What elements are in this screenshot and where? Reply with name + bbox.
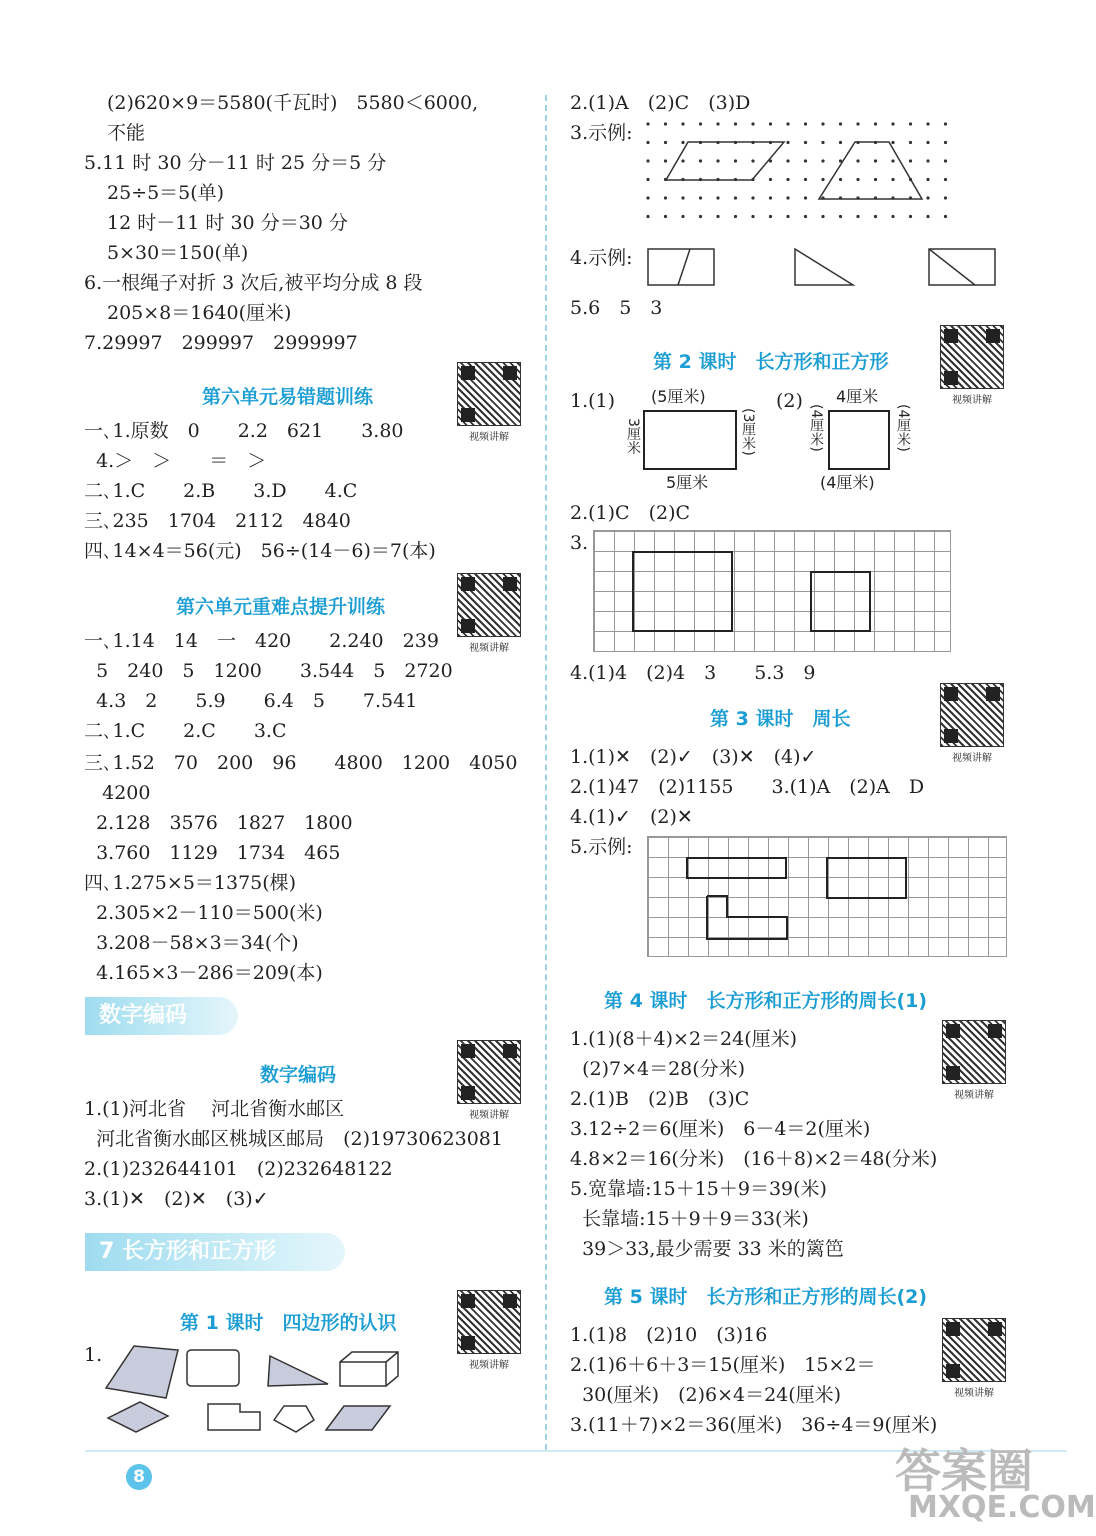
grid-dot bbox=[926, 122, 929, 125]
divided-rectangles-figure bbox=[645, 246, 1000, 288]
qr-caption: 视频讲解 bbox=[954, 1388, 994, 1399]
grid-dot bbox=[751, 196, 754, 199]
qr-code[interactable] bbox=[457, 1290, 521, 1371]
grid-dot bbox=[699, 196, 702, 199]
grid-dot bbox=[699, 122, 702, 125]
grid-dot bbox=[751, 122, 754, 125]
grid-dot bbox=[874, 159, 877, 162]
text-line: (2)620×9＝5580(千瓦时) 5580＜6000, bbox=[107, 92, 479, 114]
grid-dot bbox=[769, 122, 772, 125]
grid-dot bbox=[734, 122, 737, 125]
grid-dot bbox=[944, 178, 947, 181]
dot-grid-trapezoids-figure bbox=[640, 122, 960, 232]
text-line: 三､235 1704 2112 4840 bbox=[84, 510, 351, 532]
text-line: 39＞33,最少需要 33 米的篱笆 bbox=[570, 1238, 844, 1260]
text-line: 2.(1)A (2)C (3)D bbox=[570, 92, 751, 114]
grid-dot bbox=[786, 159, 789, 162]
text-line: 1.(1)河北省 河北省衡水邮区 bbox=[84, 1098, 345, 1120]
grid-dot bbox=[699, 215, 702, 218]
grid-dot bbox=[769, 196, 772, 199]
text-line: 5.宽靠墙:15＋15＋9＝39(米) bbox=[570, 1178, 827, 1200]
qr-code[interactable] bbox=[942, 1020, 1006, 1101]
grid-dot bbox=[734, 215, 737, 218]
text-line: 2.(1)C (2)C bbox=[570, 502, 691, 524]
text-line: 三､1.52 70 200 96 4800 1200 4050 bbox=[84, 752, 518, 774]
rect-label: (3厘米) bbox=[740, 408, 756, 456]
grid-dot bbox=[891, 141, 894, 144]
grid-dot bbox=[646, 141, 649, 144]
text-line: 一､1.原数 0 2.2 621 3.80 bbox=[84, 420, 404, 442]
text-line: 4.165×3－286＝209(本) bbox=[84, 962, 323, 984]
text-line: 2.(1)B (2)B (3)C bbox=[570, 1088, 750, 1110]
qr-caption: 视频讲解 bbox=[469, 432, 509, 443]
rect-label: 4厘米 bbox=[836, 387, 879, 406]
watermark-logo: 答案圈 bbox=[895, 1444, 1033, 1498]
qr-icon bbox=[940, 325, 1004, 389]
section-title: 第 4 课时 长方形和正方形的周长(1) bbox=[604, 990, 928, 1012]
grid-dot bbox=[716, 196, 719, 199]
unit-banner: 数字编码 bbox=[85, 997, 238, 1035]
grid-dot bbox=[821, 141, 824, 144]
grid-dot bbox=[664, 122, 667, 125]
grid-dot bbox=[821, 122, 824, 125]
grid-dot bbox=[926, 196, 929, 199]
text-line: 2.(1)6＋6＋3＝15(厘米) 15×2＝ bbox=[570, 1354, 876, 1376]
grid-dot bbox=[664, 196, 667, 199]
text-line: 5.示例: bbox=[570, 836, 633, 858]
qr-icon bbox=[942, 1020, 1006, 1084]
column-divider bbox=[545, 95, 547, 1450]
unit-banner: 7 长方形和正方形 bbox=[85, 1233, 345, 1271]
rect-label: (4厘米) bbox=[895, 404, 911, 452]
grid-dot bbox=[909, 159, 912, 162]
square-grid-figure bbox=[593, 530, 951, 652]
rect-label: (5厘米) bbox=[651, 387, 706, 406]
grid-dot bbox=[681, 159, 684, 162]
grid-dot bbox=[839, 141, 842, 144]
rect-label: (4厘米) bbox=[820, 473, 875, 492]
grid-dot bbox=[786, 196, 789, 199]
qr-code[interactable] bbox=[457, 573, 521, 654]
text-line: 4.＞ ＞ ＝ ＞ bbox=[84, 450, 267, 472]
qr-icon bbox=[457, 1040, 521, 1104]
grid-dot bbox=[891, 122, 894, 125]
text-line: 4.8×2＝16(分米) (16＋8)×2＝48(分米) bbox=[570, 1148, 938, 1170]
qr-code[interactable] bbox=[457, 362, 521, 443]
grid-dot bbox=[804, 122, 807, 125]
section-title: 第 5 课时 长方形和正方形的周长(2) bbox=[604, 1286, 928, 1308]
text-line: 5 240 5 1200 3.544 5 2720 bbox=[84, 660, 453, 682]
square-figure bbox=[828, 410, 890, 470]
grid-dot bbox=[944, 159, 947, 162]
qr-code[interactable] bbox=[940, 325, 1004, 406]
text-line: 4.(1)✓ (2)✕ bbox=[570, 806, 693, 828]
text-line: 四､14×4＝56(元) 56÷(14－6)＝7(本) bbox=[84, 540, 436, 562]
text-line: 6.一根绳子对折 3 次后,被平均分成 8 段 bbox=[84, 272, 423, 294]
qr-code[interactable] bbox=[940, 683, 1004, 764]
text-line: 30(厘米) (2)6×4＝24(厘米) bbox=[570, 1384, 842, 1406]
grid-dot bbox=[646, 196, 649, 199]
text-line: 二､1.C 2.B 3.D 4.C bbox=[84, 480, 358, 502]
grid-dot bbox=[681, 196, 684, 199]
text-line: 25÷5＝5(单) bbox=[107, 182, 225, 204]
text-line: 3.(1)✕ (2)✕ (3)✓ bbox=[84, 1188, 269, 1210]
grid-dot bbox=[786, 141, 789, 144]
qr-code[interactable] bbox=[457, 1040, 521, 1121]
grid-rectangle bbox=[632, 551, 733, 632]
grid-dot bbox=[891, 215, 894, 218]
qr-caption: 视频讲解 bbox=[469, 643, 509, 654]
grid-dot bbox=[891, 159, 894, 162]
text-line: 1. bbox=[84, 1344, 103, 1366]
qr-icon bbox=[940, 683, 1004, 747]
grid-l-shape bbox=[706, 895, 790, 941]
text-line: (2) bbox=[776, 390, 803, 412]
text-line: 二､1.C 2.C 3.C bbox=[84, 720, 287, 742]
text-line: 3. bbox=[570, 532, 589, 554]
grid-dot bbox=[804, 159, 807, 162]
text-line: 4200 bbox=[84, 782, 151, 804]
section-title: 第 3 课时 周长 bbox=[710, 708, 851, 730]
rect-label: 3厘米 bbox=[625, 418, 641, 455]
grid-dot bbox=[839, 122, 842, 125]
grid-dot bbox=[926, 141, 929, 144]
grid-dot bbox=[716, 122, 719, 125]
grid-dot bbox=[646, 178, 649, 181]
rect-label: 5厘米 bbox=[666, 473, 709, 492]
grid-dot bbox=[944, 122, 947, 125]
grid-dot bbox=[926, 159, 929, 162]
page-number: 8 bbox=[126, 1464, 152, 1490]
qr-icon bbox=[457, 362, 521, 426]
grid-dot bbox=[681, 141, 684, 144]
section-title: 第六单元易错题训练 bbox=[202, 386, 374, 408]
grid-dot bbox=[769, 215, 772, 218]
grid-dot bbox=[646, 159, 649, 162]
text-line: 一､1.14 14 一 420 2.240 239 bbox=[84, 630, 439, 652]
qr-caption: 视频讲解 bbox=[954, 1090, 994, 1101]
grid-dot bbox=[664, 215, 667, 218]
grid-dot bbox=[944, 215, 947, 218]
grid-dot bbox=[699, 159, 702, 162]
text-line: 4.3 2 5.9 6.4 5 7.541 bbox=[84, 690, 418, 712]
qr-icon bbox=[457, 573, 521, 637]
grid-dot bbox=[821, 159, 824, 162]
grid-dot bbox=[821, 215, 824, 218]
grid-dot bbox=[909, 141, 912, 144]
text-line: 3.(11＋7)×2＝36(厘米) 36÷4＝9(厘米) bbox=[570, 1414, 938, 1436]
qr-icon bbox=[457, 1290, 521, 1354]
grid-dot bbox=[786, 122, 789, 125]
grid-dot bbox=[909, 215, 912, 218]
text-line: 2.305×2－110＝500(米) bbox=[84, 902, 323, 924]
text-line: 7.29997 299997 2999997 bbox=[84, 332, 358, 354]
text-line: (2)7×4＝28(分米) bbox=[570, 1058, 746, 1080]
grid-dot bbox=[839, 178, 842, 181]
text-line: 3.示例: bbox=[570, 122, 633, 144]
grid-dot bbox=[646, 122, 649, 125]
grid-dot bbox=[664, 159, 667, 162]
watermark-url: MXQE.COM bbox=[908, 1490, 1096, 1525]
text-line: 5×30＝150(单) bbox=[107, 242, 249, 264]
text-line: 4.示例: bbox=[570, 247, 633, 269]
qr-caption: 视频讲解 bbox=[952, 395, 992, 406]
grid-dot bbox=[874, 122, 877, 125]
grid-dot bbox=[926, 215, 929, 218]
grid-dot bbox=[804, 178, 807, 181]
text-line: 4.(1)4 (2)4 3 5.3 9 bbox=[570, 662, 816, 684]
text-line: 2.(1)47 (2)1155 3.(1)A (2)A D bbox=[570, 776, 925, 798]
text-line: 5.6 5 3 bbox=[570, 297, 663, 319]
text-line: 1.(1)8 (2)10 (3)16 bbox=[570, 1324, 768, 1346]
grid-dot bbox=[734, 159, 737, 162]
grid-dot bbox=[786, 178, 789, 181]
text-line: 205×8＝1640(厘米) bbox=[107, 302, 292, 324]
text-line: 2.128 3576 1827 1800 bbox=[84, 812, 353, 834]
square-grid-figure bbox=[647, 836, 1007, 957]
text-line: 2.(1)232644101 (2)232648122 bbox=[84, 1158, 393, 1180]
grid-rectangle bbox=[826, 857, 907, 899]
grid-dot bbox=[874, 215, 877, 218]
grid-dot bbox=[734, 196, 737, 199]
grid-dot bbox=[681, 122, 684, 125]
grid-dot bbox=[856, 215, 859, 218]
qr-icon bbox=[942, 1318, 1006, 1382]
section-title: 第 1 课时 四边形的认识 bbox=[180, 1312, 397, 1334]
grid-dot bbox=[804, 215, 807, 218]
grid-dot bbox=[856, 122, 859, 125]
qr-caption: 视频讲解 bbox=[469, 1360, 509, 1371]
text-line: 3.208－58×3＝34(个) bbox=[84, 932, 299, 954]
grid-dot bbox=[821, 178, 824, 181]
grid-dot bbox=[874, 178, 877, 181]
grid-dot bbox=[664, 141, 667, 144]
grid-dot bbox=[804, 196, 807, 199]
grid-dot bbox=[891, 178, 894, 181]
text-line: 1.(1)✕ (2)✓ (3)✕ (4)✓ bbox=[570, 746, 817, 768]
grid-dot bbox=[839, 215, 842, 218]
qr-caption: 视频讲解 bbox=[469, 1110, 509, 1121]
grid-dot bbox=[909, 122, 912, 125]
section-title: 数字编码 bbox=[260, 1064, 337, 1086]
grid-dot bbox=[786, 215, 789, 218]
grid-dot bbox=[856, 178, 859, 181]
text-line: 1.(1) bbox=[570, 390, 616, 412]
grid-dot bbox=[681, 215, 684, 218]
grid-dot bbox=[716, 159, 719, 162]
text-line: 长靠墙:15＋9＋9＝33(米) bbox=[570, 1208, 809, 1230]
grid-dot bbox=[804, 141, 807, 144]
section-title: 第六单元重难点提升训练 bbox=[176, 596, 386, 618]
text-line: 3.12÷2＝6(厘米) 6－4＝2(厘米) bbox=[570, 1118, 871, 1140]
grid-rectangle bbox=[686, 857, 787, 879]
grid-dot bbox=[944, 196, 947, 199]
grid-dot bbox=[716, 215, 719, 218]
text-line: 河北省衡水邮区桃城区邮局 (2)19730623081 bbox=[84, 1128, 503, 1150]
grid-dot bbox=[646, 215, 649, 218]
text-line: 1.(1)(8＋4)×2＝24(厘米) bbox=[570, 1028, 798, 1050]
grid-dot bbox=[926, 178, 929, 181]
grid-square bbox=[810, 571, 871, 632]
section-title: 第 2 课时 长方形和正方形 bbox=[653, 351, 889, 373]
rectangle-figure bbox=[643, 410, 737, 470]
grid-dot bbox=[856, 159, 859, 162]
qr-caption: 视频讲解 bbox=[952, 753, 992, 764]
grid-dot bbox=[751, 159, 754, 162]
text-line: 12 时－11 时 30 分＝30 分 bbox=[107, 212, 348, 234]
qr-code[interactable] bbox=[942, 1318, 1006, 1399]
text-line: 不能 bbox=[107, 122, 146, 144]
text-line: 5.11 时 30 分－11 时 25 分＝5 分 bbox=[84, 152, 387, 174]
quadrilateral-shapes-figure bbox=[100, 1340, 420, 1440]
grid-dot bbox=[944, 141, 947, 144]
text-line: 3.760 1129 1734 465 bbox=[84, 842, 341, 864]
text-line: 四､1.275×5＝1375(棵) bbox=[84, 872, 297, 894]
grid-dot bbox=[751, 215, 754, 218]
grid-dot bbox=[769, 178, 772, 181]
rect-label: (4厘米) bbox=[808, 404, 824, 452]
